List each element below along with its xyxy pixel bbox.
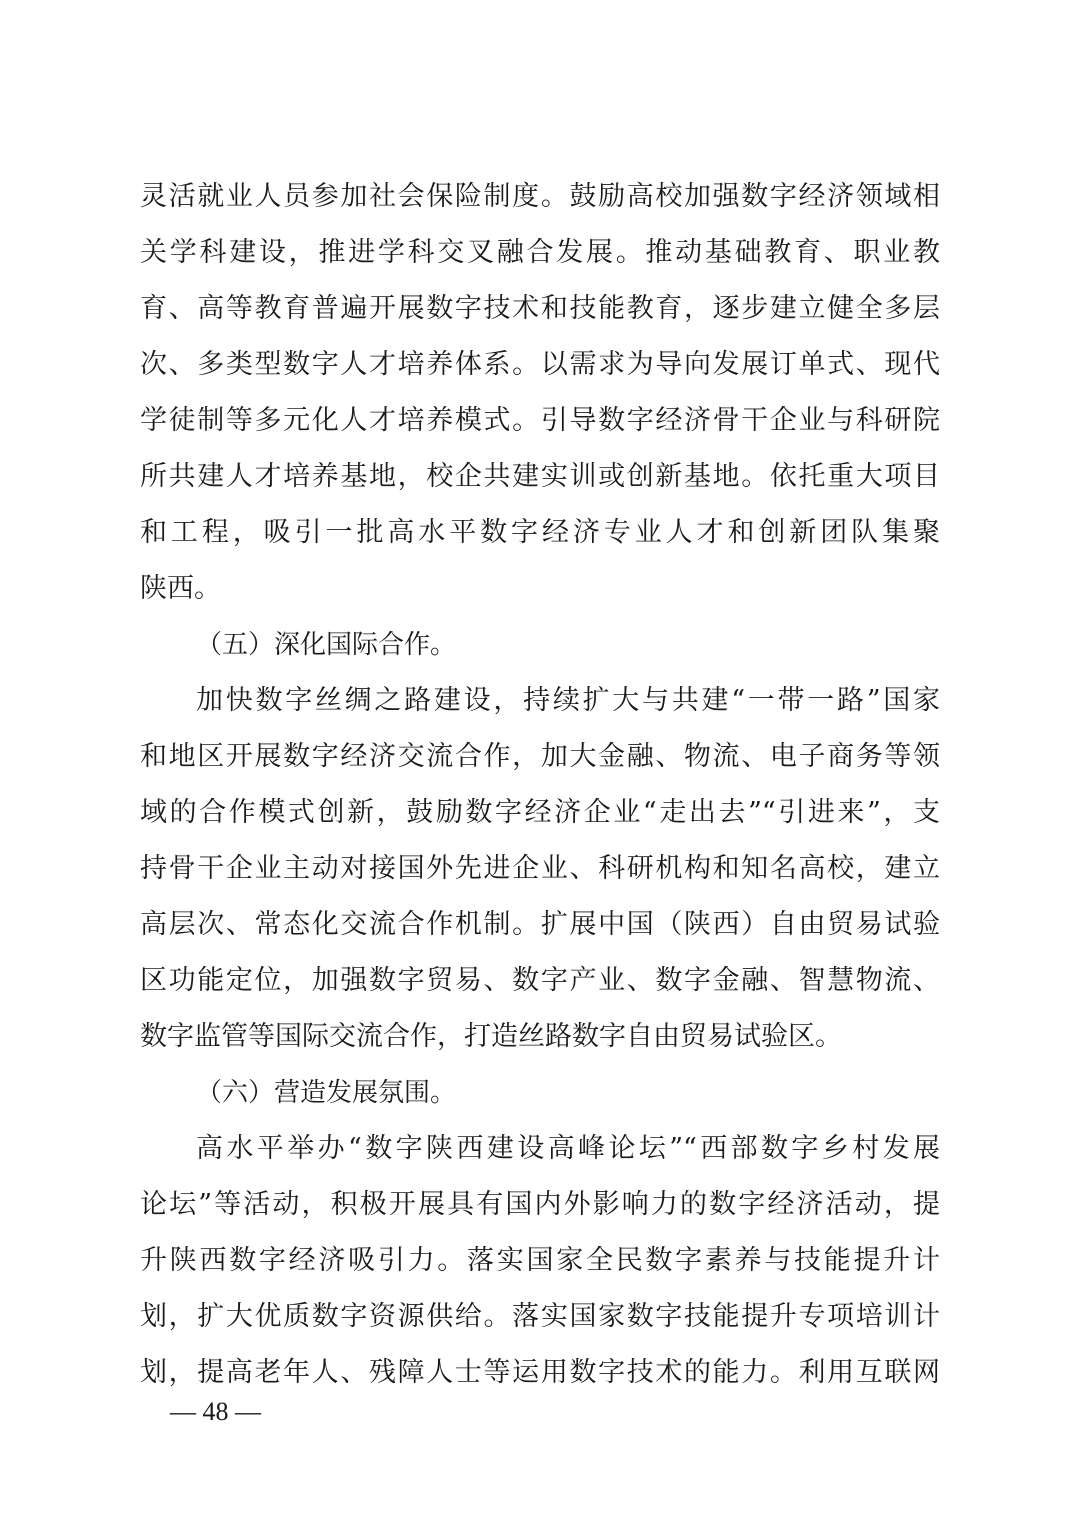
paragraph-line: 区功能定位，加强数字贸易、数字产业、数字金融、智慧物流、: [140, 965, 940, 996]
paragraph-line: 加快数字丝绸之路建设，持续扩大与共建“一带一路”国家: [196, 685, 940, 716]
paragraph-line: 和地区开展数字经济交流合作，加大金融、物流、电子商务等领: [140, 741, 940, 772]
paragraph-line: 灵活就业人员参加社会保险制度。鼓励高校加强数字经济领域相: [140, 181, 940, 212]
section-heading: （五）深化国际合作。: [196, 630, 457, 660]
paragraph-line: 持骨干企业主动对接国外先进企业、科研机构和知名高校，建立: [140, 853, 940, 884]
paragraph-line: 划，提高老年人、残障人士等运用数字技术的能力。利用互联网: [140, 1357, 940, 1388]
paragraph-line: 和工程，吸引一批高水平数字经济专业人才和创新团队集聚: [140, 517, 940, 548]
paragraph-line: 划，扩大优质数字资源供给。落实国家数字技能提升专项培训计: [140, 1301, 940, 1332]
paragraph-line: 高层次、常态化交流合作机制。扩展中国（陕西）自由贸易试验: [140, 909, 940, 940]
paragraph-line: 学徒制等多元化人才培养模式。引导数字经济骨干企业与科研院: [140, 405, 940, 436]
paragraph-line: 关学科建设，推进学科交叉融合发展。推动基础教育、职业教: [140, 237, 940, 268]
paragraph-line: 域的合作模式创新，鼓励数字经济企业“走出去”“引进来”，支: [140, 797, 940, 828]
paragraph-line: 育、高等教育普遍开展数字技术和技能教育，逐步建立健全多层: [140, 293, 940, 324]
paragraph-line: 升陕西数字经济吸引力。落实国家全民数字素养与技能提升计: [140, 1245, 940, 1276]
paragraph-line: 论坛”等活动，积极开展具有国内外影响力的数字经济活动，提: [140, 1189, 940, 1220]
paragraph-line: 所共建人才培养基地，校企共建实训或创新基地。依托重大项目: [140, 461, 940, 492]
paragraph-line: 陕西。: [140, 573, 221, 604]
paragraph-line: 高水平举办“数字陕西建设高峰论坛”“西部数字乡村发展: [196, 1133, 940, 1164]
paragraph-line: 次、多类型数字人才培养体系。以需求为导向发展订单式、现代: [140, 349, 940, 380]
page-number: — 48 —: [170, 1397, 261, 1426]
section-heading: （六）营造发展氛围。: [196, 1078, 457, 1108]
paragraph-line: 数字监管等国际交流合作，打造丝路数字自由贸易试验区。: [140, 1021, 842, 1052]
